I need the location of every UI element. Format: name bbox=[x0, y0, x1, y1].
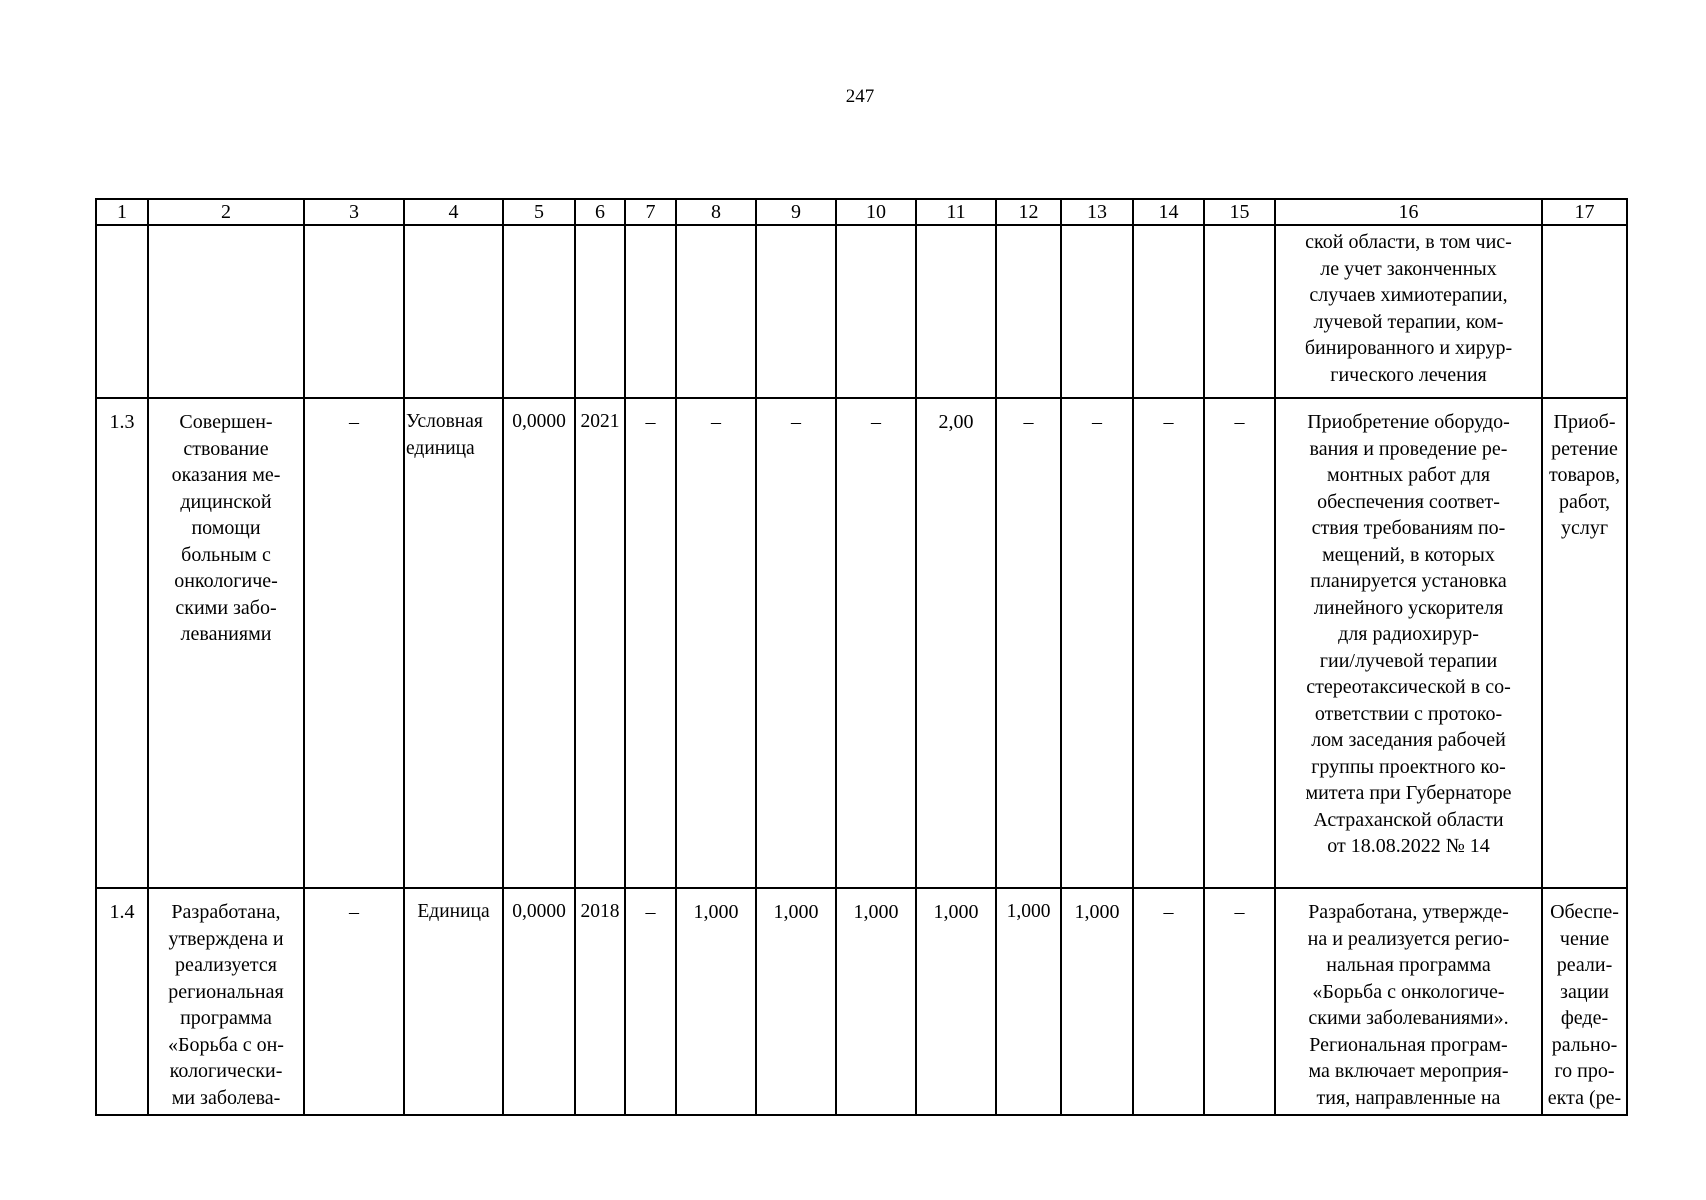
column-header: 17 bbox=[1542, 199, 1627, 225]
base-value-cell: 0,0000 bbox=[503, 398, 575, 888]
base-value-cell: 0,0000 bbox=[503, 888, 575, 1115]
table-cell bbox=[676, 225, 756, 398]
column-header: 14 bbox=[1133, 199, 1204, 225]
table-cell: – bbox=[1204, 888, 1275, 1115]
column-header: 5 bbox=[503, 199, 575, 225]
table-cell: 1,000 bbox=[916, 888, 996, 1115]
table-cell: – bbox=[1133, 888, 1204, 1115]
table-cell bbox=[96, 225, 148, 398]
indicator-name-cell: Совершен- ствование оказания ме- дицинской помощи больным с онкологиче- скими забо- леваниями bbox=[148, 398, 304, 888]
column-header: 16 bbox=[1275, 199, 1542, 225]
table-cell: – bbox=[304, 888, 404, 1115]
table-cell-description: ской области, в том чис- ле учет законченных случаев химиотерапии, лучевой терапии, ком- бинированного и хирур- гического лечения bbox=[1275, 225, 1542, 398]
table-cell bbox=[1204, 225, 1275, 398]
column-header: 1 bbox=[96, 199, 148, 225]
column-header: 10 bbox=[836, 199, 916, 225]
unit-cell: Условная единица bbox=[404, 398, 503, 888]
table-cell: – bbox=[1133, 398, 1204, 888]
table-cell-description: Разработана, утвержде- на и реализуется регио- нальная программа «Борьба с онкологиче- скими заболеваниями». Региональная програм- ма включает мероприя- тия, направленные на bbox=[1275, 888, 1542, 1115]
table-cell: 1,000 bbox=[756, 888, 836, 1115]
table-cell bbox=[148, 225, 304, 398]
column-header: 4 bbox=[404, 199, 503, 225]
table-cell: 1,000 bbox=[836, 888, 916, 1115]
base-year-cell: 2018 bbox=[575, 888, 625, 1115]
indicator-name-cell: Разработана, утверждена и реализуется региональная программа «Борьба с он- кологически- ми заболева- bbox=[148, 888, 304, 1115]
table-cell: 2,00 bbox=[916, 398, 996, 888]
row-number-cell: 1.4 bbox=[96, 888, 148, 1115]
table-cell-category: Обеспе- чение реали- зации феде- рально- го про- екта (ре- bbox=[1542, 888, 1627, 1115]
column-header: 2 bbox=[148, 199, 304, 225]
page-number: 247 bbox=[845, 86, 875, 107]
table-cell bbox=[625, 225, 676, 398]
table-cell: 1,000 bbox=[996, 888, 1061, 1115]
table-row-1-4 bbox=[96, 888, 1627, 1115]
table-cell: – bbox=[1204, 398, 1275, 888]
table-cell-description: Приобретение оборудо- вания и проведение ре- монтных работ для обеспечения соответ- ствия требованиям по- мещений, в которых планируется установка линейного ускорителя для радиохирур- гии/лучевой терапии стереотаксической в со- ответствии с протоко- лом заседания рабочей группы проектного ко- митета при Губернаторе Астраханской области от 18.08.2022 № 14 bbox=[1275, 398, 1542, 888]
column-number-row bbox=[96, 199, 1627, 225]
table-row-continuation bbox=[96, 225, 1627, 398]
document-table bbox=[95, 198, 1628, 1116]
base-year-cell: 2021 bbox=[575, 398, 625, 888]
table-cell: – bbox=[1061, 398, 1133, 888]
column-header: 11 bbox=[916, 199, 996, 225]
table-cell bbox=[916, 225, 996, 398]
column-header: 7 bbox=[625, 199, 676, 225]
table-cell bbox=[996, 225, 1061, 398]
unit-cell: Единица bbox=[404, 888, 503, 1115]
table-cell bbox=[756, 225, 836, 398]
table-cell bbox=[1133, 225, 1204, 398]
table-cell: 1,000 bbox=[676, 888, 756, 1115]
table-cell bbox=[836, 225, 916, 398]
column-header: 6 bbox=[575, 199, 625, 225]
table-cell: – bbox=[625, 888, 676, 1115]
table-cell: – bbox=[836, 398, 916, 888]
row-number-cell: 1.3 bbox=[96, 398, 148, 888]
table-cell: – bbox=[756, 398, 836, 888]
column-header: 15 bbox=[1204, 199, 1275, 225]
table-cell: – bbox=[625, 398, 676, 888]
table-cell bbox=[404, 225, 503, 398]
table-cell: – bbox=[996, 398, 1061, 888]
column-header: 8 bbox=[676, 199, 756, 225]
table-cell: – bbox=[676, 398, 756, 888]
table-cell: – bbox=[304, 398, 404, 888]
table-cell bbox=[1061, 225, 1133, 398]
table-cell bbox=[503, 225, 575, 398]
column-header: 12 bbox=[996, 199, 1061, 225]
table-cell: 1,000 bbox=[1061, 888, 1133, 1115]
column-header: 3 bbox=[304, 199, 404, 225]
table-cell-category: Приоб- ретение товаров, работ, услуг bbox=[1542, 398, 1627, 888]
column-header: 9 bbox=[756, 199, 836, 225]
table-cell bbox=[575, 225, 625, 398]
table-row-1-3 bbox=[96, 398, 1627, 888]
column-header: 13 bbox=[1061, 199, 1133, 225]
table-cell bbox=[304, 225, 404, 398]
table-cell bbox=[1542, 225, 1627, 398]
